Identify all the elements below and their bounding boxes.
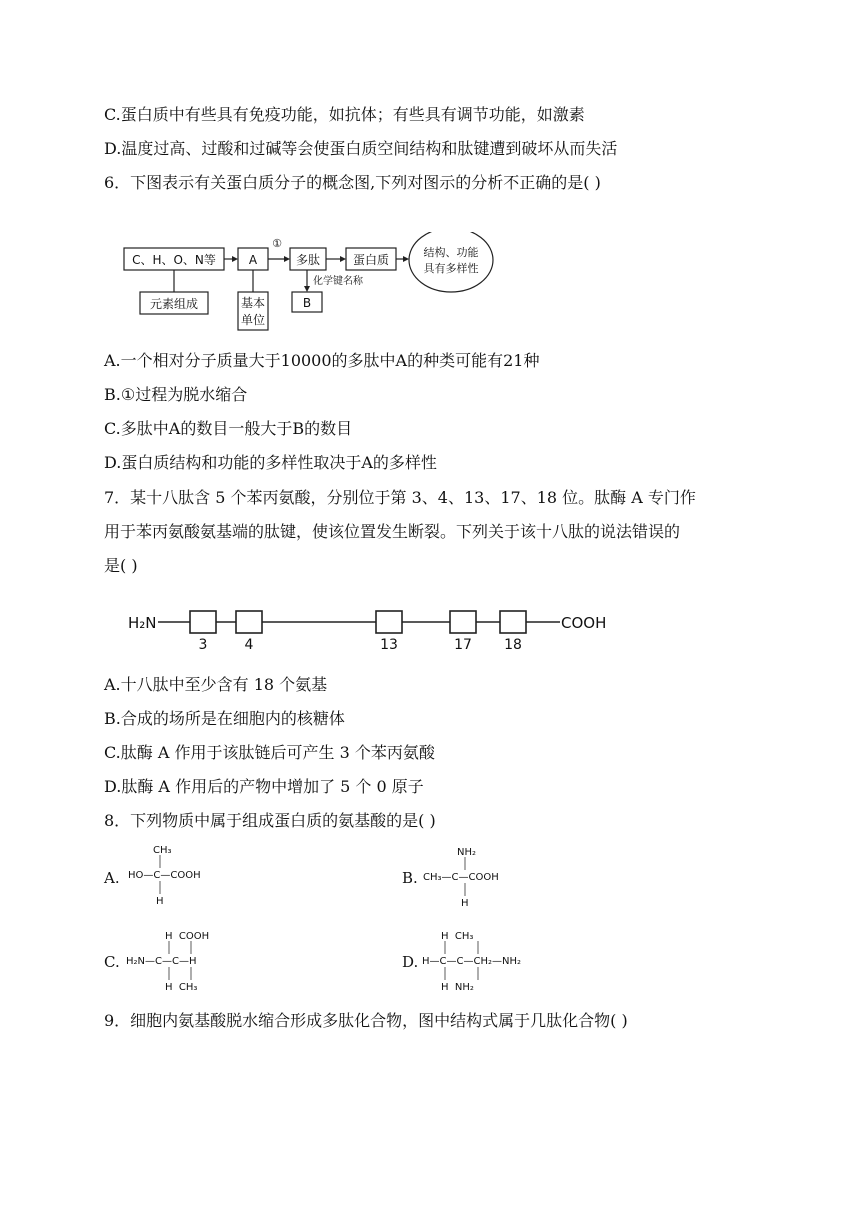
d-top-groups: H CH₃ — [441, 931, 474, 942]
c-main-chain: H₂N—C—C—H — [126, 956, 197, 967]
residue-18-box — [500, 611, 526, 633]
q7-option-d: D.肽酶 A 作用后的产物中增加了 5 个 0 原子 — [104, 777, 424, 796]
residue-13-box — [376, 611, 402, 633]
basic-unit-line-2: 单位 — [240, 313, 266, 327]
a-main-chain: HO—C—COOH — [128, 870, 201, 881]
residue-3-box — [190, 611, 216, 633]
q7-option-c: C.肽酶 A 作用于该肽链后可产生 3 个苯丙氨酸 — [104, 743, 435, 762]
peptide-label: 多肽 — [295, 253, 321, 267]
q8-option-a-structure — [124, 842, 234, 908]
position-18-label: 18 — [504, 637, 522, 653]
question-7-line-3: 是( ) — [104, 556, 138, 575]
c-terminal-label: COOH — [561, 614, 607, 632]
residue-4-box — [236, 611, 262, 633]
question-9: 9．细胞内氨基酸脱水缩合形成多肽化合物，图中结构式属于几肽化合物( ) — [104, 1011, 628, 1030]
q7-option-a: A.十八肽中至少含有 18 个氨基 — [104, 675, 328, 694]
position-13-label: 13 — [380, 637, 398, 653]
q6-option-c: C.多肽中A的数目一般大于B的数目 — [104, 419, 353, 438]
c-top-groups: H COOH — [165, 931, 210, 942]
circle-line-2: 具有多样性 — [423, 262, 479, 275]
q8-option-c-label: C. — [104, 953, 120, 971]
question-8: 8．下列物质中属于组成蛋白质的氨基酸的是( ) — [104, 811, 436, 830]
position-3-label: 3 — [198, 637, 208, 653]
q8-option-a-label: A. — [104, 869, 120, 887]
question-7-line-2: 用于苯丙氨酸氨基端的肽键，使该位置发生断裂。下列关于该十八肽的说法错误的 — [104, 522, 681, 541]
q8-option-d-structure — [420, 926, 560, 996]
q8-option-c-structure — [124, 926, 234, 996]
b-label: B — [302, 296, 312, 310]
b-main-chain: CH₃—C—COOH — [423, 872, 499, 883]
position-4-label: 4 — [244, 637, 254, 653]
option-c-text: C.蛋白质中有些具有免疫功能，如抗体；有些具有调节功能，如激素 — [104, 105, 585, 124]
option-d-text: D.温度过高、过酸和过碱等会使蛋白质空间结构和肽键遭到破坏从而失活 — [104, 139, 618, 158]
d-bottom-groups: H NH₂ — [441, 982, 474, 993]
q6-option-d: D.蛋白质结构和功能的多样性取决于A的多样性 — [104, 453, 437, 472]
b-top-group: NH₂ — [457, 847, 477, 858]
n-terminal-label: H₂N — [128, 614, 157, 632]
question-7-line-1: 7．某十八肽含 5 个苯丙氨酸，分别位于第 3、4、13、17、18 位。肽酶 A 专门作 — [104, 488, 696, 507]
d-main-chain: H—C—C—CH₂—NH₂ — [422, 956, 522, 967]
eighteen-peptide-chain — [124, 600, 614, 660]
q8-option-b-structure — [420, 842, 540, 912]
q6-option-a: A.一个相对分子质量大于10000的多肽中A的种类可能有21种 — [104, 351, 540, 370]
a-label: A — [248, 253, 258, 267]
q8-option-d-label: D. — [402, 953, 419, 971]
c-bottom-groups: H CH₃ — [165, 982, 198, 993]
element-composition-label: 元素组成 — [149, 297, 199, 311]
protein-concept-map — [120, 232, 510, 334]
q7-option-b: B.合成的场所是在细胞内的核糖体 — [104, 709, 345, 728]
question-6: 6．下图表示有关蛋白质分子的概念图,下列对图示的分析不正确的是( ) — [104, 173, 601, 192]
position-17-label: 17 — [454, 637, 472, 653]
b-bottom-group: H — [461, 898, 469, 909]
protein-label: 蛋白质 — [352, 253, 390, 267]
bond-name-label: 化学键名称 — [313, 276, 363, 287]
residue-17-box — [450, 611, 476, 633]
a-bottom-group: H — [156, 896, 164, 907]
elements-label: C、H、O、N等 — [132, 253, 216, 267]
step-1-label: ① — [272, 237, 282, 250]
q8-option-b-label: B. — [402, 869, 418, 887]
a-top-group: CH₃ — [153, 845, 172, 856]
basic-unit-line-1: 基本 — [240, 296, 266, 310]
q6-option-b: B.①过程为脱水缩合 — [104, 385, 248, 404]
circle-line-1: 结构、功能 — [423, 246, 479, 259]
